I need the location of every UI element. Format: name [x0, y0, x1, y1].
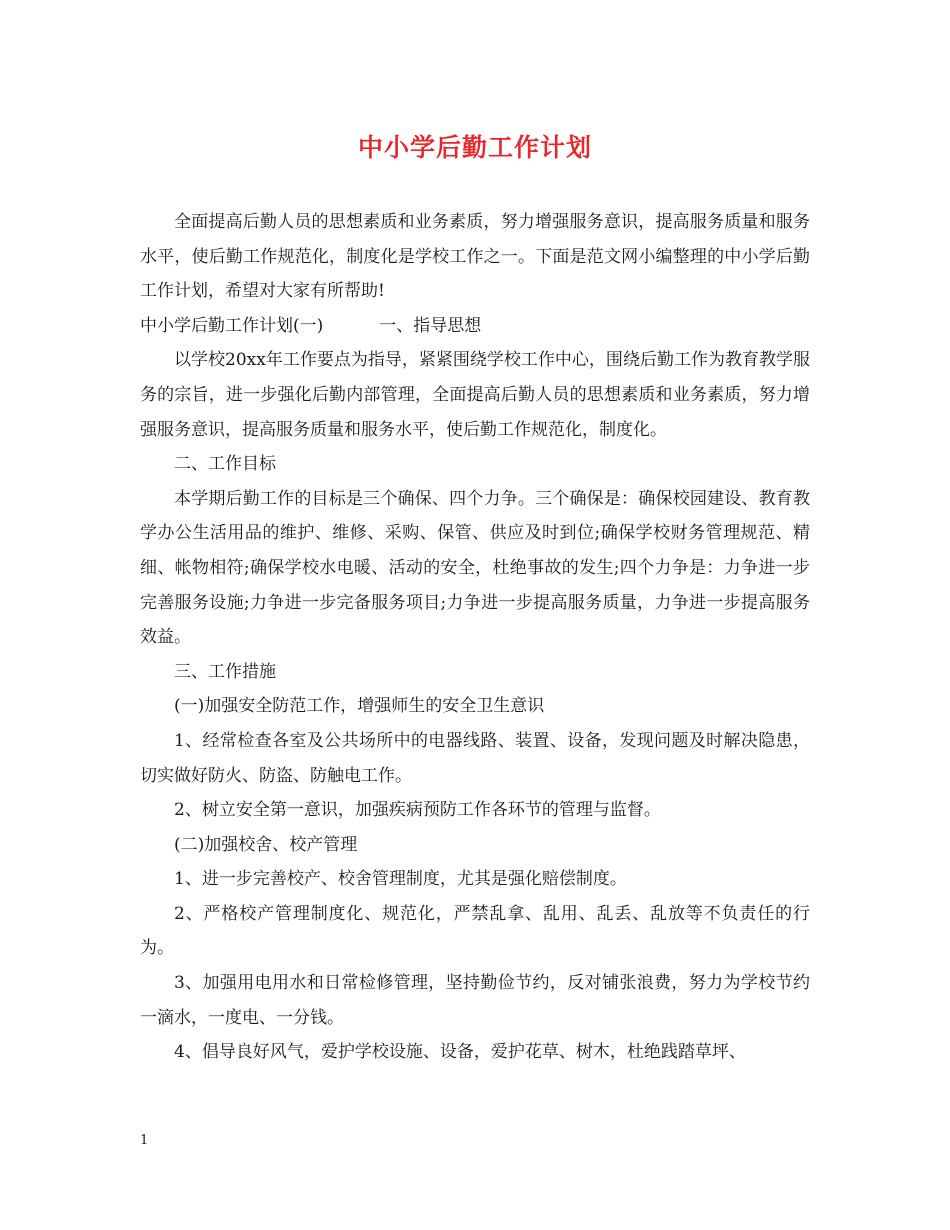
goals-paragraph: 本学期后勤工作的目标是三个确保、四个力争。三个确保是：确保校园建设、教育教学办公生活用品的维护、维修、采购、保管、供应及时到位;确保学校财务管理规范、精细、帐物相符;确保学校水电暖、活动的安全，杜绝事故的发生;四个力争是：力争进一步完善服务设施;力争进一步完备服务项目;力争进一步提高服务质量，力争进一步提高服务效益。: [140, 488, 810, 648]
plan-heading-line: [140, 309, 810, 344]
section-one-heading: 一、指导思想: [379, 315, 482, 336]
measure-one-item: 2、树立安全第一意识，加强疾病预防工作各环节的管理与监督。: [174, 800, 661, 821]
intro-paragraph: 全面提高后勤人员的思想素质和业务素质，努力增强服务意识，提高服务质量和服务水平，使后勤工作规范化，制度化是学校工作之一。下面是范文网小编整理的中小学后勤工作计划，希望对大家有所帮助!: [140, 212, 810, 302]
measure-one-heading: (一)加强安全防范工作，增强师生的安全卫生意识: [174, 696, 545, 717]
measure-two-item: 4、倡导良好风气，爱护学校设施、设备，爱护花草、树木，杜绝践踏草坪、: [174, 1042, 746, 1063]
document-title: 中小学后勤工作计划: [357, 133, 592, 162]
document-body: [140, 205, 810, 1070]
plan-one-heading: 中小学后勤工作计划(一): [140, 315, 324, 336]
measure-two-item: 1、进一步完善校产、校舍管理制度，尤其是强化赔偿制度。: [174, 869, 627, 890]
page-number: 1: [140, 1133, 149, 1148]
guiding-paragraph: 以学校20xx年工作要点为指导，紧紧围绕学校工作中心，围绕后勤工作为教育教学服务的宗旨，进一步强化后勤内部管理，全面提高后勤人员的思想素质和业务素质，努力增强服务意识，提高服务质量和服务水平，使后勤工作规范化，制度化。: [140, 350, 810, 440]
measure-two-item: 2、严格校产管理制度化、规范化，严禁乱拿、乱用、乱丢、乱放等不负责任的行为。: [140, 903, 810, 959]
section-two-heading: 二、工作目标: [174, 454, 276, 475]
measure-two-heading: (二)加强校舍、校产管理: [174, 834, 358, 855]
measure-two-item: 3、加强用电用水和日常检修管理，坚持勤俭节约，反对铺张浪费，努力为学校节约一滴水，一度电、一分钱。: [140, 973, 810, 1028]
section-three-heading: 三、工作措施: [174, 661, 276, 682]
measure-one-item: 1、经常检查各室及公共场所中的电器线路、装置、设备，发现问题及时解决隐患，切实做好防火、防盗、防触电工作。: [140, 730, 810, 786]
